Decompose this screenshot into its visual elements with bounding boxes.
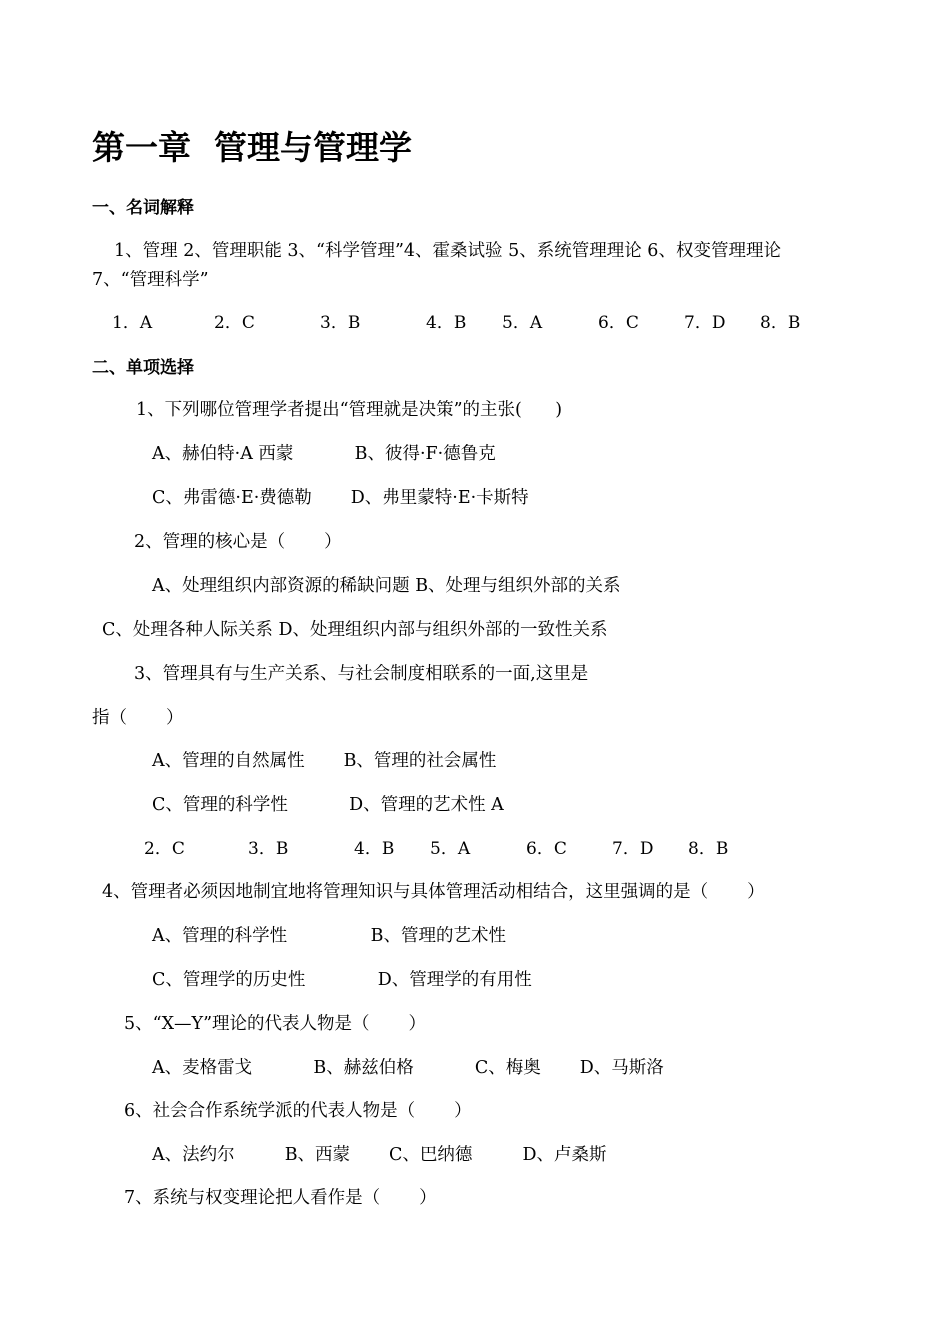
- q6-stem: 6、社会合作系统学派的代表人物是（ ）: [124, 1101, 472, 1121]
- section-heading-choice: 二、单项选择: [92, 358, 194, 378]
- answer-item: 7．D: [684, 313, 726, 333]
- q4-options-ab: A、管理的科学性 B、管理的艺术性: [152, 926, 506, 946]
- answer-item: 6．C: [526, 839, 567, 859]
- section-heading-terms: 一、名词解释: [92, 198, 194, 218]
- q6-options: A、法约尔 B、西蒙 C、巴纳德 D、卢桑斯: [152, 1145, 607, 1165]
- answer-item: 8．B: [760, 313, 801, 333]
- answer-item: 3．B: [248, 839, 289, 859]
- q4-stem: 4、管理者必须因地制宜地将管理知识与具体管理活动相结合，这里强调的是（ ）: [102, 882, 765, 902]
- terms-line-2: 7、“管理科学”: [92, 270, 209, 290]
- q5-stem: 5、“X—Y”理论的代表人物是（ ）: [124, 1014, 426, 1034]
- q3-options-cd: C、管理的科学性 D、管理的艺术性 A: [152, 795, 504, 815]
- terms-line-1: 1、管理 2、管理职能 3、“科学管理”4、霍桑试验 5、系统管理理论 6、权变管理理论: [114, 241, 781, 261]
- q3-options-ab: A、管理的自然属性 B、管理的社会属性: [152, 751, 497, 771]
- chapter-title: 第一章 管理与管理学: [92, 128, 412, 167]
- answer-item: 5．A: [430, 839, 471, 859]
- answer-item: 6．C: [598, 313, 639, 333]
- q7-stem: 7、系统与权变理论把人看作是（ ）: [124, 1188, 437, 1208]
- q1-options-ab: A、赫伯特·A 西蒙 B、彼得·F·德鲁克: [152, 444, 496, 464]
- q1-stem: 1、下列哪位管理学者提出“管理就是决策”的主张( ): [136, 400, 563, 420]
- q3-stem-line-2: 指（ ）: [92, 708, 184, 728]
- q2-stem: 2、管理的核心是（ ）: [134, 532, 342, 552]
- answer-item: 7．D: [612, 839, 654, 859]
- q5-options: A、麦格雷戈 B、赫兹伯格 C、梅奥 D、马斯洛: [152, 1058, 664, 1078]
- answer-item: 2．C: [214, 313, 255, 333]
- q2-options-cd: C、处理各种人际关系 D、处理组织内部与组织外部的一致性关系: [102, 620, 608, 640]
- answer-item: 5．A: [502, 313, 543, 333]
- answer-item: 1．A: [112, 313, 153, 333]
- answer-item: 4．B: [354, 839, 395, 859]
- q4-options-cd: C、管理学的历史性 D、管理学的有用性: [152, 970, 532, 990]
- q3-stem-line-1: 3、管理具有与生产关系、与社会制度相联系的一面,这里是: [134, 664, 589, 684]
- answer-item: 4．B: [426, 313, 467, 333]
- q2-options-ab: A、处理组织内部资源的稀缺问题 B、处理与组织外部的关系: [152, 576, 621, 596]
- q1-options-cd: C、弗雷德·E·费德勒 D、弗里蒙特·E·卡斯特: [152, 488, 529, 508]
- answer-item: 2．C: [144, 839, 185, 859]
- answer-item: 8．B: [688, 839, 729, 859]
- answer-item: 3．B: [320, 313, 361, 333]
